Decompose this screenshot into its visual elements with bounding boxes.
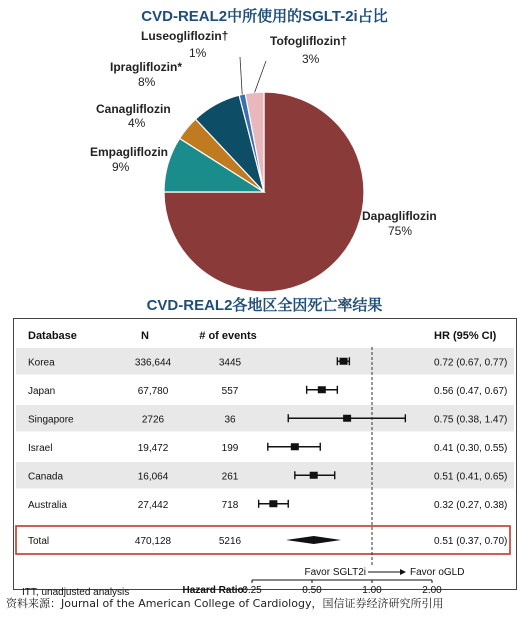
x-tick-label: 0.25 <box>242 585 262 596</box>
pie-chart <box>0 22 529 290</box>
row-database-australia: Australia <box>28 499 67 511</box>
hr-point <box>318 386 326 393</box>
row-events: 261 <box>221 471 239 483</box>
row-database-canada: Canada <box>28 471 64 483</box>
row-hr-ci: 0.72 (0.67, 0.77) <box>434 357 508 369</box>
row-n: 27,442 <box>137 499 169 511</box>
row-database-singapore: Singapore <box>28 414 74 426</box>
row-n: 336,644 <box>134 357 172 369</box>
row-hr-ci: 0.51 (0.41, 0.65) <box>434 471 508 483</box>
pie-label: Ipragliflozin* <box>110 60 182 74</box>
column-header-events: # of events <box>199 330 257 342</box>
analysis-note: ITT, unadjusted analysis <box>22 587 130 598</box>
x-tick-label: 1.00 <box>362 585 382 596</box>
pie-label: Tofogliflozin† <box>270 34 348 48</box>
pie-percent: 4% <box>128 116 146 130</box>
hr-point <box>340 358 348 365</box>
source-footnote: 资料来源：Journal of the American College of Cardiology，国信证券经济研究所引用 <box>6 597 444 610</box>
column-header-hr: HR (95% CI) <box>434 330 497 342</box>
pie-chart-title: CVD-REAL2中所使用的SGLT-2i占比 <box>141 8 388 25</box>
total-diamond <box>286 536 341 544</box>
row-n: 2726 <box>141 414 165 426</box>
total-label: Total <box>28 536 50 547</box>
x-axis-label: Hazard Ratio: <box>182 585 247 596</box>
row-n: 67,780 <box>137 385 169 397</box>
pie-percent: 8% <box>138 75 156 89</box>
row-database-korea: Korea <box>28 357 55 369</box>
pie-percent: 9% <box>112 160 130 174</box>
row-events: 718 <box>221 499 239 511</box>
pie-percent: 75% <box>388 224 413 238</box>
hr-point <box>310 472 318 479</box>
row-events: 3445 <box>218 357 242 369</box>
forest-plot <box>14 319 516 598</box>
pie-percent: 1% <box>189 46 207 60</box>
row-events: 36 <box>224 414 236 426</box>
total-n: 470,128 <box>134 536 172 547</box>
total-hr-ci: 0.51 (0.37, 0.70) <box>434 536 508 547</box>
row-n: 16,064 <box>137 471 169 483</box>
x-tick-label: 2.00 <box>422 585 442 596</box>
column-header-database: Database <box>28 330 77 342</box>
row-n: 19,472 <box>137 442 169 454</box>
pie-label: Empagliflozin <box>90 145 168 159</box>
row-hr-ci: 0.41 (0.30, 0.55) <box>434 442 508 454</box>
pie-percent: 3% <box>302 52 320 66</box>
pie-leader-line <box>240 57 242 94</box>
hr-point <box>343 415 351 422</box>
pie-leader-line <box>255 61 266 92</box>
row-events: 199 <box>221 442 239 454</box>
row-database-japan: Japan <box>28 385 56 397</box>
row-hr-ci: 0.32 (0.27, 0.38) <box>434 499 508 511</box>
row-database-israel: Israel <box>28 442 53 454</box>
hr-point <box>269 500 277 507</box>
row-hr-ci: 0.75 (0.38, 1.47) <box>434 414 508 426</box>
total-events: 5216 <box>218 536 242 547</box>
favor-right-label: Favor oGLD <box>410 567 465 578</box>
hr-point <box>291 443 299 450</box>
forest-plot-title: CVD-REAL2各地区全因死亡率结果 <box>146 297 383 314</box>
favor-arrow-head <box>400 569 406 575</box>
pie-label: Canagliflozin <box>96 102 171 116</box>
row-events: 557 <box>221 385 239 397</box>
pie-label: Luseogliflozin† <box>141 29 229 43</box>
forest-plot-panel <box>13 318 517 598</box>
favor-left-label: Favor SGLT2i <box>304 567 366 578</box>
column-header-n: N <box>141 330 149 342</box>
row-hr-ci: 0.56 (0.47, 0.67) <box>434 385 508 397</box>
pie-label: Dapagliflozin <box>362 209 437 223</box>
x-tick-label: 0.50 <box>302 585 322 596</box>
